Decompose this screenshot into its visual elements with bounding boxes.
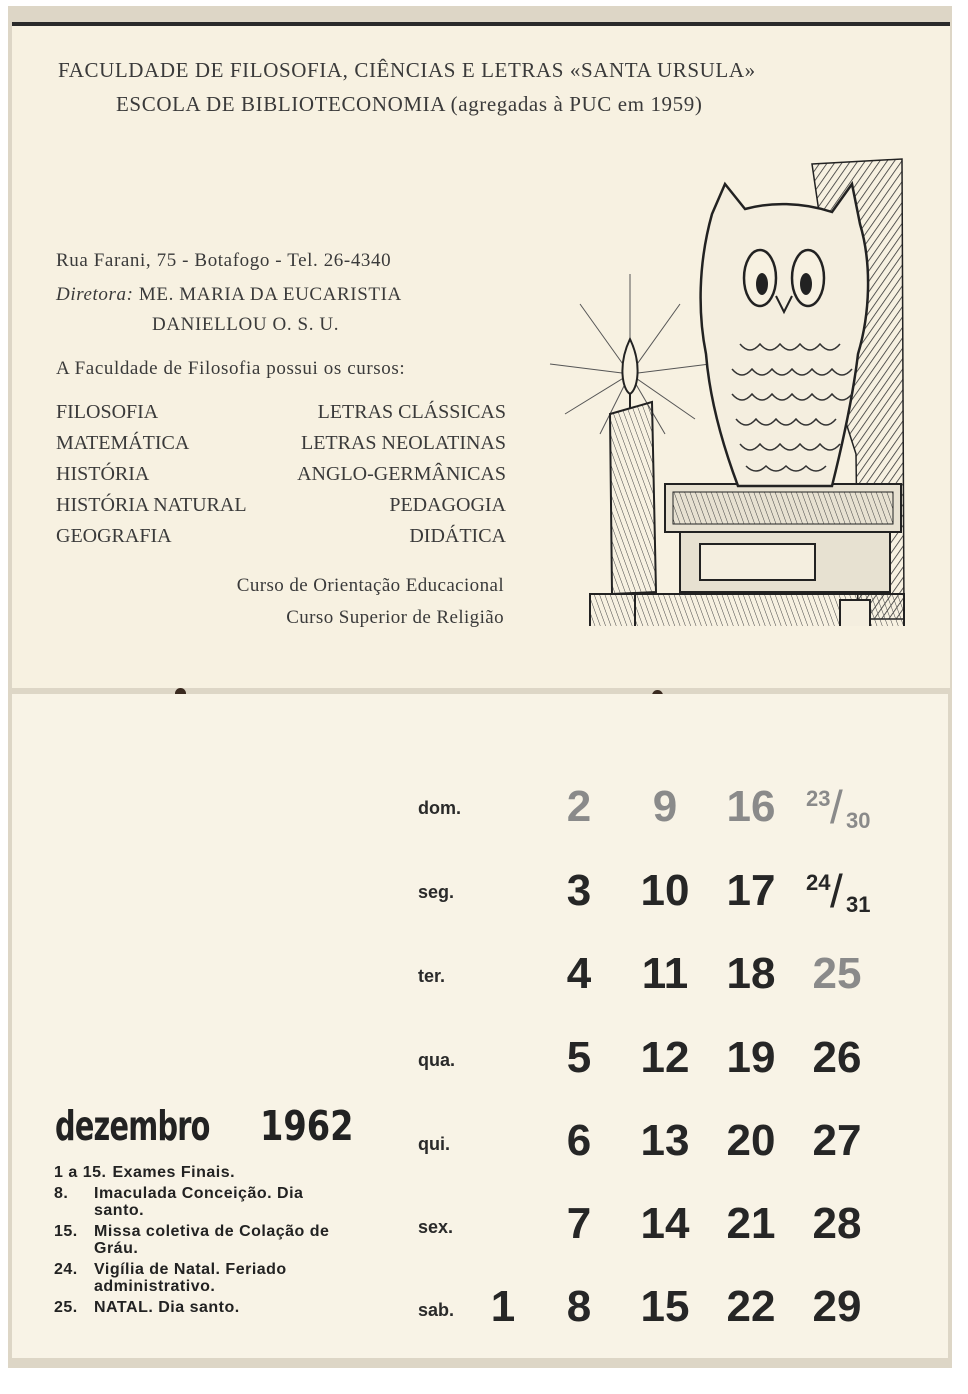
- event-text: Imaculada Conceição. Dia santo.: [94, 1185, 304, 1219]
- event-text: Exames Finais.: [112, 1164, 236, 1181]
- date-cell: 3: [566, 866, 592, 915]
- weekday-label: sab.: [418, 1300, 455, 1320]
- courses-intro: A Faculdade de Filosofia possui os cursos:: [56, 358, 406, 379]
- date-cell: 28: [812, 1199, 862, 1248]
- date-split-top: 23: [806, 786, 831, 811]
- event-day: 1 a 15.: [54, 1164, 107, 1181]
- date-cell: 29: [812, 1282, 862, 1331]
- date-split-slash: /: [830, 781, 843, 833]
- date-cell: 16: [726, 782, 776, 831]
- course-right: ANGLO-GERMÂNICAS: [297, 463, 506, 485]
- weekday-label: dom.: [418, 798, 461, 818]
- course-row: [56, 494, 506, 525]
- date-cell: 11: [641, 949, 689, 998]
- date-split-slash: /: [830, 865, 843, 917]
- course-right: DIDÁTICA: [409, 525, 506, 547]
- course-left: FILOSOFIA: [56, 401, 159, 423]
- event-item: [54, 1185, 354, 1219]
- director-name-2: DANIELLOU O. S. U.: [152, 314, 340, 335]
- date-cell: 15: [640, 1282, 690, 1331]
- director-name-1: ME. MARIA DA EUCARISTIA: [138, 284, 402, 305]
- date-cell: 17: [726, 866, 776, 915]
- event-day: 15.: [54, 1223, 78, 1240]
- courses-list: [56, 401, 506, 556]
- director-line-1: [56, 284, 402, 306]
- event-text: NATAL. Dia santo.: [94, 1299, 240, 1316]
- date-cell: 4: [566, 949, 592, 998]
- course-left: HISTÓRIA: [56, 463, 150, 485]
- course-row: [56, 463, 506, 494]
- event-text: Missa coletiva de Colação de Gráu.: [94, 1223, 330, 1257]
- date-cell: 9: [652, 782, 678, 831]
- date-cell: 13: [640, 1116, 690, 1165]
- address: Rua Farani, 75 - Botafogo - Tel. 26-4340: [56, 250, 392, 271]
- course-row: [56, 401, 506, 432]
- top-page: [12, 22, 950, 688]
- date-cell: 27: [812, 1116, 862, 1165]
- date-split-bottom: 31: [846, 892, 871, 917]
- weekday-label: qui.: [418, 1134, 450, 1154]
- course-right: LETRAS NEOLATINAS: [301, 432, 506, 454]
- date-split-top: 24: [806, 870, 831, 895]
- year-title: 1962: [260, 1102, 354, 1150]
- course-row: [56, 525, 506, 556]
- event-text: Vigília de Natal. Feriado administrativo.: [94, 1261, 287, 1295]
- course-right: PEDAGOGIA: [389, 494, 506, 516]
- date-cell: 10: [640, 866, 690, 915]
- weekday-label: ter.: [418, 966, 446, 986]
- events-list: [54, 1164, 354, 1320]
- weekday-label: sex.: [418, 1217, 454, 1237]
- event-day: 24.: [54, 1261, 78, 1278]
- extra-courses: [237, 570, 504, 634]
- course-left: MATEMÁTICA: [56, 432, 190, 454]
- header-line-2: ESCOLA DE BIBLIOTECONOMIA (agregadas à PUC em 1959): [116, 92, 703, 116]
- date-cell: 19: [726, 1033, 776, 1082]
- date-cell: 26: [812, 1033, 862, 1082]
- event-item: [54, 1164, 354, 1181]
- month-title: dezembro: [55, 1102, 210, 1150]
- date-cell: 12: [640, 1033, 690, 1082]
- calendar-page: [12, 694, 948, 1358]
- event-item: [54, 1261, 354, 1295]
- date-cell: 14: [640, 1199, 690, 1248]
- course-left: HISTÓRIA NATURAL: [56, 494, 247, 516]
- date-cell: 5: [566, 1033, 592, 1082]
- date-cell: 6: [566, 1116, 592, 1165]
- date-cell: 1: [490, 1282, 516, 1331]
- extra-course: Curso Superior de Religião: [286, 607, 504, 628]
- event-item: [54, 1223, 354, 1257]
- event-day: 25.: [54, 1299, 78, 1316]
- event-day: 8.: [54, 1185, 69, 1202]
- date-cell: 8: [566, 1282, 592, 1331]
- director-label: Diretora:: [56, 284, 134, 305]
- date-cell: 21: [726, 1199, 776, 1248]
- extra-course: Curso de Orientação Educacional: [236, 575, 504, 596]
- owl-on-books-with-candle-icon: [540, 154, 908, 626]
- date-cell: 20: [726, 1116, 776, 1165]
- header-line-1: FACULDADE DE FILOSOFIA, CIÊNCIAS E LETRAS «SANTA URSULA»: [58, 58, 756, 82]
- event-item: [54, 1299, 354, 1316]
- date-cell: 18: [726, 949, 776, 998]
- weekday-label: qua.: [418, 1050, 456, 1070]
- weekday-label: seg.: [418, 882, 455, 902]
- date-cell: 22: [726, 1282, 776, 1331]
- course-left: GEOGRAFIA: [56, 525, 172, 547]
- date-cell: 2: [566, 782, 592, 831]
- course-row: [56, 432, 506, 463]
- date-cell: 25: [812, 949, 862, 998]
- date-split-bottom: 30: [846, 808, 871, 833]
- date-cell: 7: [566, 1199, 592, 1248]
- course-right: LETRAS CLÁSSICAS: [317, 401, 506, 423]
